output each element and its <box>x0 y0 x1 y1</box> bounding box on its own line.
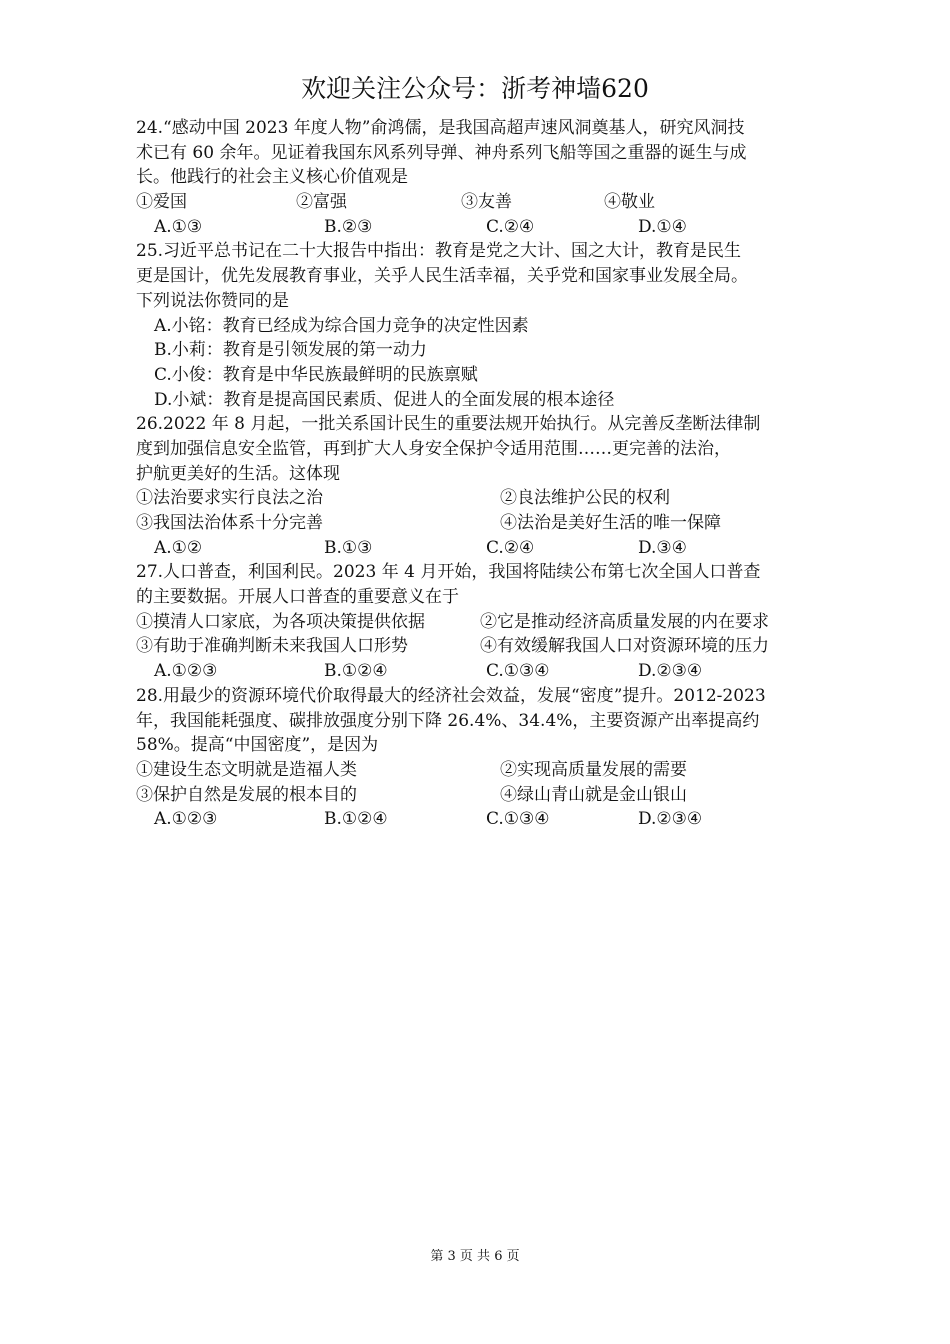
question-28 <box>136 684 826 832</box>
statement: ④有效缓解我国人口对资源环境的压力 <box>480 636 769 657</box>
question-text-line: 24.“感动中国 2023 年度人物”俞鸿儒，是我国高超声速风洞奠基人，研究风洞技 <box>136 118 745 138</box>
statement: ③保护自然是发展的根本目的 <box>136 784 357 805</box>
question-text-line: 27.人口普查，利国利民。2023 年 4 月开始，我国将陆续公布第七次全国人口普查 <box>136 562 761 583</box>
choice: D.小斌：教育是提高国民素质、促进人的全面发展的根本途径 <box>154 389 615 410</box>
question-content <box>136 116 826 832</box>
statement-row <box>136 511 826 536</box>
statement: ①摸清人口家底，为各项决策提供依据 <box>136 611 425 632</box>
question-text-line: 58%。提高“中国密度”，是因为 <box>136 735 379 756</box>
choice-row <box>136 215 826 240</box>
question-text-line: 护航更美好的生活。这体现 <box>136 463 340 484</box>
choice: C.①③④ <box>486 809 550 830</box>
choice-row <box>136 536 826 561</box>
page-header: 欢迎关注公众号：浙考神墙620 <box>301 74 649 103</box>
question-24 <box>136 116 826 239</box>
statement: ②富强 <box>296 192 347 213</box>
choice: D.②③④ <box>638 809 703 830</box>
choice: C.②④ <box>486 537 535 558</box>
question-text-line: 25.习近平总书记在二十大报告中指出：教育是党之大计、国之大计，教育是民生 <box>136 241 742 262</box>
choice: A.①③ <box>154 216 203 237</box>
choice: B.①②④ <box>324 809 388 830</box>
question-26 <box>136 412 826 560</box>
choice: A.①②③ <box>154 809 218 830</box>
page-footer: 第 3 页 共 6 页 <box>430 1249 520 1264</box>
statement: ②良法维护公民的权利 <box>500 488 670 509</box>
statement: ②实现高质量发展的需要 <box>500 759 687 780</box>
statement: ②它是推动经济高质量发展的内在要求 <box>480 611 769 632</box>
statement-row <box>136 190 826 215</box>
choice: D.③④ <box>638 537 687 558</box>
choice: C.②④ <box>486 216 535 237</box>
question-text-line: 更是国计，优先发展教育事业，关乎人民生活幸福，关乎党和国家事业发展全局。 <box>136 266 748 287</box>
question-text-line: 的主要数据。开展人口普查的重要意义在于 <box>136 587 459 608</box>
choice: C.①③④ <box>486 661 550 682</box>
question-text-line: 长。他践行的社会主义核心价值观是 <box>136 167 408 188</box>
question-25 <box>136 239 826 412</box>
statement: ③友善 <box>461 192 512 213</box>
question-text-line: 术已有 60 余年。见证着我国东风系列导弹、神舟系列飞船等国之重器的诞生与成 <box>136 142 747 163</box>
choice: B.①③ <box>324 537 373 558</box>
question-text-line: 年，我国能耗强度、碳排放强度分别下降 26.4%、34.4%，主要资源产出率提高约 <box>136 710 760 731</box>
statement-row <box>136 610 826 635</box>
statement: ③我国法治体系十分完善 <box>136 513 323 533</box>
choice-row <box>136 659 826 684</box>
question-27 <box>136 560 826 683</box>
choice-row <box>136 807 826 832</box>
choice: C.小俊：教育是中华民族最鲜明的民族禀赋 <box>154 364 478 385</box>
statement: ①法治要求实行良法之治 <box>136 488 323 509</box>
question-text-line: 下列说法你赞同的是 <box>136 290 289 311</box>
statement-row <box>136 783 826 808</box>
question-text-line: 28.用最少的资源环境代价取得最大的经济社会效益，发展“密度”提升。2012-2023 <box>136 685 766 706</box>
statement: ①爱国 <box>136 192 187 213</box>
choice: D.①④ <box>638 216 687 237</box>
statement-row <box>136 486 826 511</box>
statement: ④绿山青山就是金山银山 <box>500 784 687 805</box>
question-text-line: 度到加强信息安全监管，再到扩大人身安全保护令适用范围……更完善的法治， <box>136 438 731 459</box>
choice: B.小莉：教育是引领发展的第一动力 <box>154 340 427 361</box>
choice: B.①②④ <box>324 661 388 682</box>
statement: ③有助于准确判断未来我国人口形势 <box>136 636 408 657</box>
statement: ④法治是美好生活的唯一保障 <box>500 513 721 533</box>
statement-row <box>136 758 826 783</box>
choice: B.②③ <box>324 216 373 237</box>
choice: A.小铭：教育已经成为综合国力竞争的决定性因素 <box>154 315 529 336</box>
question-text-line: 26.2022 年 8 月起，一批关系国计民生的重要法规开始执行。从完善反垄断法律制 <box>136 414 761 435</box>
statement: ④敬业 <box>604 192 655 213</box>
statement: ①建设生态文明就是造福人类 <box>136 759 357 780</box>
choice: D.②③④ <box>638 661 703 682</box>
choice: A.①② <box>154 537 203 558</box>
statement-row <box>136 634 826 659</box>
choice: A.①②③ <box>154 661 218 682</box>
